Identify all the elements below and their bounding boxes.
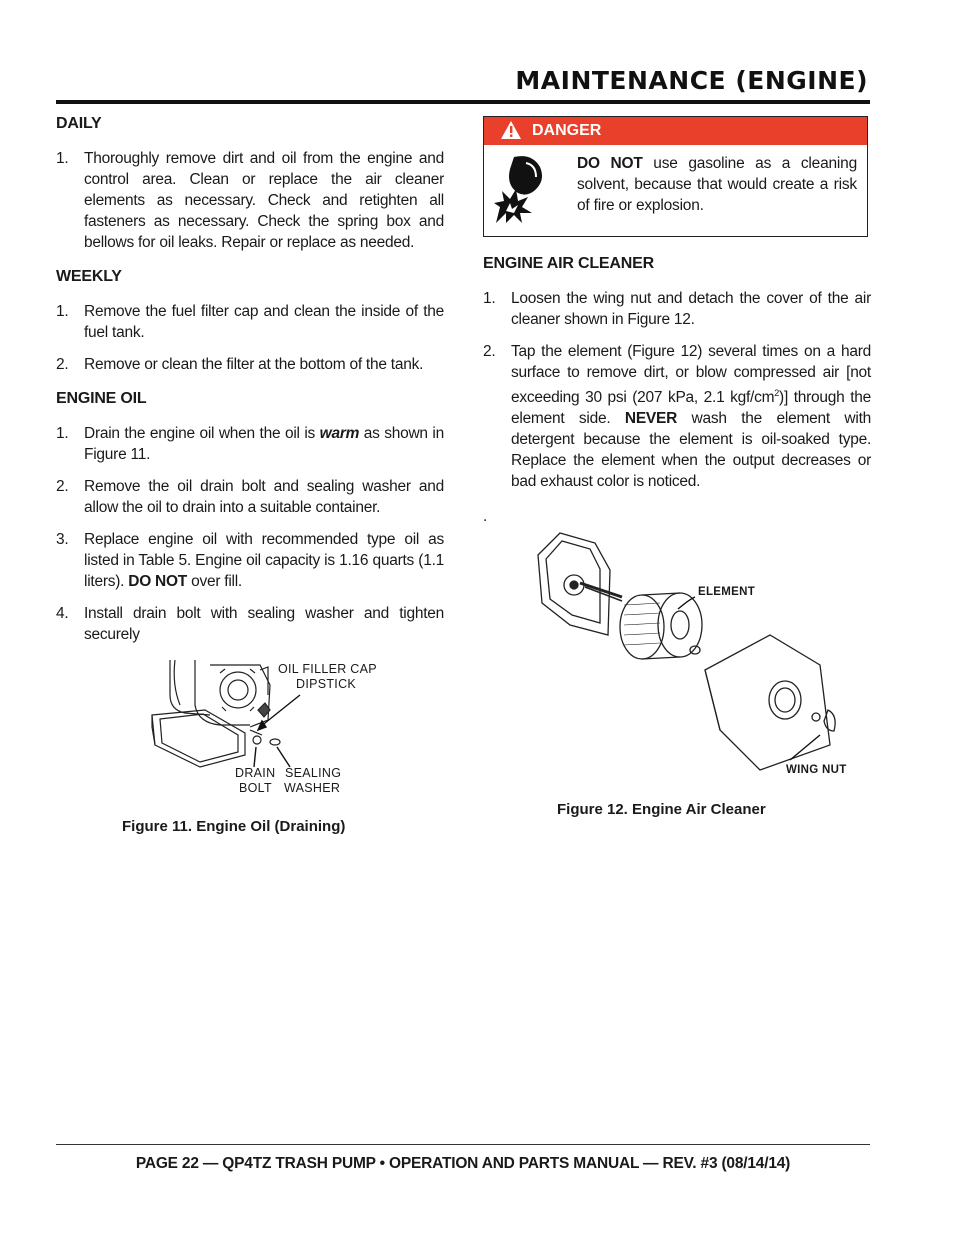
- list-item: 4. Install drain bolt with sealing washer and tighten securely: [56, 605, 444, 643]
- weekly-list: [56, 301, 444, 375]
- daily-list: [56, 148, 444, 253]
- list-item: 1. Loosen the wing nut and detach the cover of the air cleaner shown in Figure 12.: [483, 290, 871, 328]
- header-rule: [56, 100, 870, 104]
- figure-11-illustration: [150, 655, 390, 805]
- danger-text: DO NOT use gasoline as a cleaning solvent, because that would create a risk of fire or explosion.: [577, 155, 858, 214]
- weekly-heading: WEEKLY: [56, 268, 122, 285]
- right-column: [483, 254, 871, 527]
- emphasis-warm: warm: [319, 425, 360, 442]
- label-oil-filler-cap: OIL FILLER CAP: [278, 662, 377, 676]
- engine-oil-list: [56, 423, 444, 645]
- warning-triangle-icon: [500, 120, 522, 140]
- danger-header: [484, 117, 867, 145]
- page-footer: PAGE 22 — QP4TZ TRASH PUMP • OPERATION AND PARTS MANUAL — REV. #3 (08/14/14): [135, 1155, 791, 1172]
- label-bolt: BOLT: [239, 781, 272, 795]
- list-item: 1. Drain the engine oil when the oil is warm as shown in Figure 11.: [56, 425, 444, 463]
- emphasis-do-not: DO NOT: [128, 573, 188, 590]
- engine-oil-heading: ENGINE OIL: [56, 390, 147, 407]
- list-item: 1. Thoroughly remove dirt and oil from the engine and control area. Clean or replace the air cleaner elements as necessary. Check and retighten all fasteners as necessary. Check the spring box and bellows for oil leaks. Repair or replace as needed.: [56, 150, 444, 251]
- daily-heading: DAILY: [56, 115, 102, 132]
- label-washer: WASHER: [284, 781, 341, 795]
- label-dipstick: DIPSTICK: [296, 677, 357, 691]
- label-sealing: SEALING: [285, 766, 342, 780]
- list-item: 3. Replace engine oil with recommended type oil as listed in Table 5. Engine oil capacity is 1.16 quarts (1.1 liters). DO NOT over fill.: [56, 531, 444, 590]
- left-column: [56, 114, 444, 659]
- danger-notice: [483, 116, 868, 237]
- figure-12-caption: Figure 12. Engine Air Cleaner: [557, 801, 766, 818]
- footer-rule: [56, 1144, 870, 1145]
- engine-air-cleaner-heading: ENGINE AIR CLEANER: [483, 255, 654, 272]
- figure-11-caption: Figure 11. Engine Oil (Draining): [122, 818, 346, 835]
- danger-emphasis: DO NOT: [577, 155, 643, 172]
- air-cleaner-drawing: [530, 525, 860, 785]
- danger-label: DANGER: [532, 122, 602, 139]
- label-drain: DRAIN: [235, 766, 276, 780]
- page-title: MAINTENANCE (ENGINE): [515, 66, 868, 95]
- label-element: ELEMENT: [698, 586, 756, 598]
- list-item: 2. Tap the element (Figure 12) several times on a hard surface to remove dirt, or blow compressed air [not exceeding 30 psi (207 kPa, 2.1 kgf/$cm^2$)] through the element side. NEVER wash the element with detergent because the element is oil-soaked type. Replace the element when the output decreases or bad exhaust color is noticed.: [483, 343, 871, 491]
- list-item: 1. Remove the fuel filter cap and clean the inside of the fuel tank.: [56, 303, 444, 341]
- list-item: 2. Remove or clean the filter at the bottom of the tank.: [56, 356, 424, 373]
- label-wing-nut: WING NUT: [786, 764, 847, 776]
- air-cleaner-list: [483, 288, 871, 492]
- stray-period: .: [483, 508, 488, 526]
- emphasis-never: NEVER: [624, 410, 678, 428]
- figure-12-illustration: [530, 525, 860, 785]
- list-item: 2. Remove the oil drain bolt and sealing washer and allow the oil to drain into a suitable container.: [56, 478, 444, 516]
- explosion-icon: [492, 155, 550, 225]
